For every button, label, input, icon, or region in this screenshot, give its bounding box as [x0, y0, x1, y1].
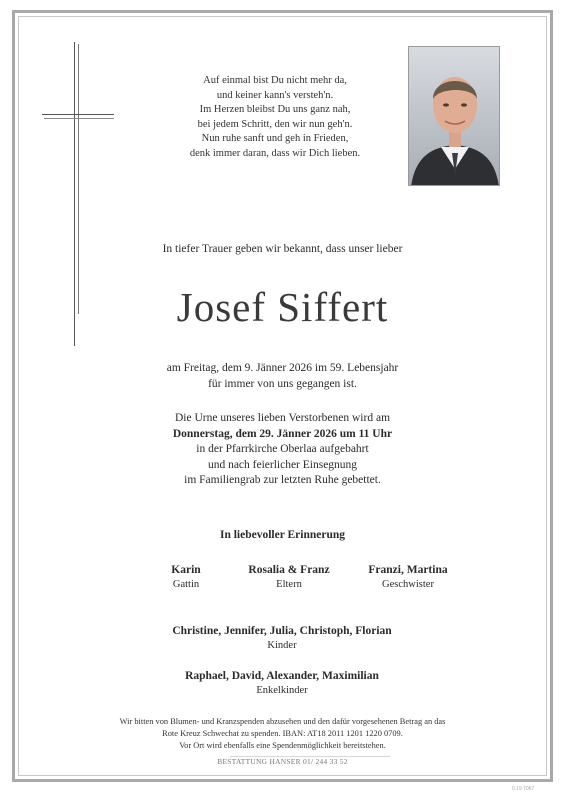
- mourner-relation: Gattin: [172, 579, 200, 590]
- donation-note-line: Vor Ort wird ebenfalls eine Spendenmöglichkeit bereitstehen.: [179, 741, 386, 750]
- mourner-names: Rosalia & Franz: [248, 564, 330, 576]
- mourner-relation: Kinder: [267, 640, 297, 651]
- announcement-intro: In tiefer Trauer geben wir bekannt, dass unser lieber: [162, 243, 403, 255]
- poem-line: Auf einmal bist Du nicht mehr da,: [203, 75, 347, 86]
- mourner-names: Franzi, Martina: [368, 564, 448, 576]
- poem-line: Nun ruhe sanft und geh in Frieden,: [201, 133, 349, 145]
- mourner-names: Karin: [171, 564, 201, 576]
- form-code: 0.19 7067: [512, 786, 535, 792]
- mourner-group: [82, 669, 482, 699]
- mourner-names: Christine, Jennifer, Julia, Christoph, Florian: [172, 625, 392, 637]
- poem: [160, 74, 390, 162]
- poem-line: denk immer daran, dass wir Dich lieben.: [189, 147, 361, 159]
- mourner-names: Raphael, David, Alexander, Maximilian: [185, 670, 379, 682]
- death-details: [0, 361, 565, 392]
- mourner-group: [82, 624, 482, 654]
- funeral-details: [0, 411, 565, 489]
- urn-line: und nach feierlicher Einsegnung: [207, 458, 358, 471]
- urn-line: im Familiengrab zur letzten Ruhe gebettet.: [184, 474, 381, 487]
- mourner-relation: Enkelkinder: [256, 685, 308, 696]
- urn-line: in der Pfarrkirche Oberlaa aufgebahrt: [196, 443, 369, 456]
- portrait-photo: [408, 46, 500, 186]
- poem-line: und keiner kann's versteh'n.: [216, 89, 334, 101]
- poem-line: Im Herzen bleibst Du uns ganz nah,: [199, 104, 351, 116]
- death-text-line: für immer von uns gegangen ist.: [208, 377, 357, 390]
- donation-note-line: Rote Kreuz Schwechat zu spenden. IBAN: AT18 2011 1201 1220 0709.: [162, 729, 403, 738]
- mourner-group: [338, 563, 478, 593]
- memory-heading: In liebevoller Erinnerung: [219, 529, 346, 541]
- donation-note: [0, 716, 565, 752]
- poem-line: bei jedem Schritt, den wir nun geh'n.: [197, 118, 353, 130]
- funeral-date: Donnerstag, dem 29. Jänner 2026 um 11 Uhr: [172, 427, 393, 440]
- urn-line: Die Urne unseres lieben Verstorbenen wird am: [174, 412, 391, 424]
- donation-note-line: Wir bitten von Blumen- und Kranzspenden abzusehen und den dafür vorgesehenen Betrag an das: [119, 717, 446, 726]
- death-date-line: am Freitag, dem 9. Jänner 2026 im 59. Lebensjahr: [166, 362, 399, 374]
- mourner-relation: Eltern: [276, 579, 302, 590]
- undertaker-info: BESTATTUNG HANSER 01/ 244 33 52: [217, 757, 348, 766]
- deceased-name: Josef Siffert: [176, 284, 389, 330]
- mourner-relation: Geschwister: [382, 579, 434, 590]
